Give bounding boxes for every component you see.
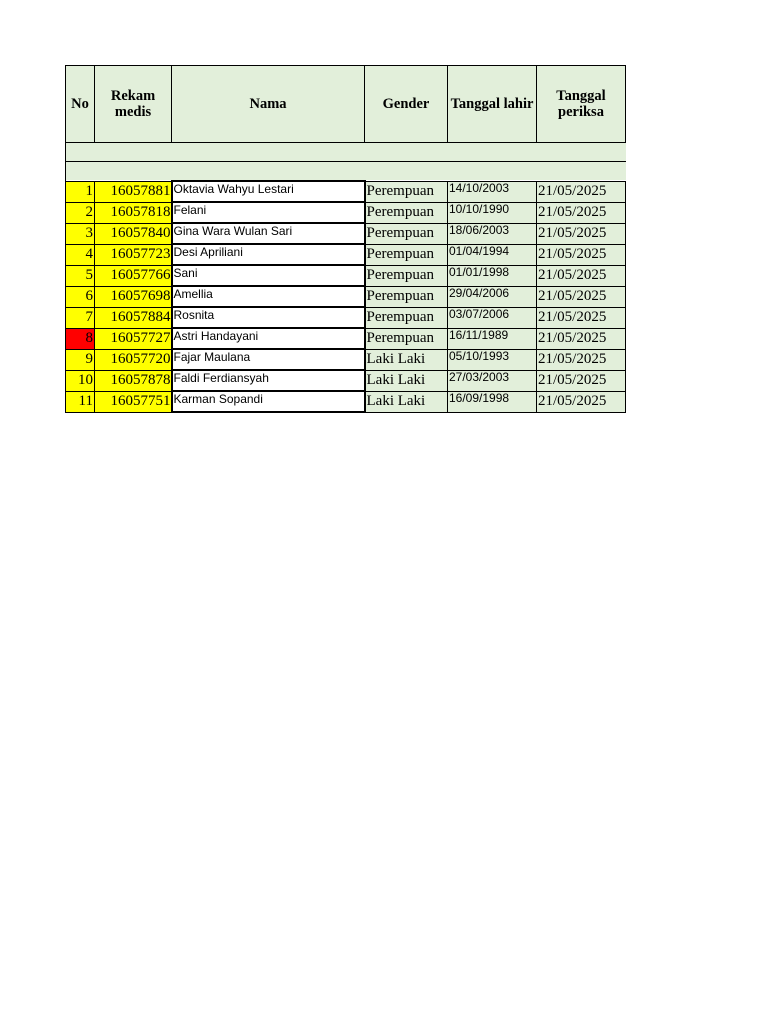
cell-tanggal-lahir[interactable]: 10/10/1990 [448,202,537,223]
cell-no[interactable]: 1 [66,181,95,202]
cell-tanggal-lahir[interactable]: 18/06/2003 [448,223,537,244]
cell-gender[interactable]: Perempuan [365,265,448,286]
cell-tanggal-lahir[interactable]: 01/01/1998 [448,265,537,286]
cell-tanggal-periksa[interactable]: 21/05/2025 [537,286,626,307]
cell-no[interactable]: 8 [66,328,95,349]
cell-no[interactable]: 6 [66,286,95,307]
cell-rekam-medis[interactable]: 16057840 [95,223,172,244]
cell-no[interactable]: 7 [66,307,95,328]
cell-rekam-medis[interactable]: 16057766 [95,265,172,286]
cell-tanggal-lahir[interactable]: 29/04/2006 [448,286,537,307]
cell-gender[interactable]: Perempuan [365,202,448,223]
table-row [66,307,626,328]
table-row [66,181,626,202]
cell-nama[interactable]: Amellia [172,286,365,307]
cell-rekam-medis[interactable]: 16057698 [95,286,172,307]
table-row [66,244,626,265]
cell-tanggal-lahir[interactable]: 27/03/2003 [448,370,537,391]
spacer-row [66,143,626,162]
cell-tanggal-lahir[interactable]: 01/04/1994 [448,244,537,265]
cell-tanggal-lahir[interactable]: 03/07/2006 [448,307,537,328]
cell-gender[interactable]: Laki Laki [365,349,448,370]
cell-no[interactable]: 5 [66,265,95,286]
cell-rekam-medis[interactable]: 16057727 [95,328,172,349]
cell-tanggal-periksa[interactable]: 21/05/2025 [537,370,626,391]
cell-tanggal-periksa[interactable]: 21/05/2025 [537,307,626,328]
cell-nama[interactable]: Oktavia Wahyu Lestari [172,181,365,202]
cell-nama[interactable]: Desi Apriliani [172,244,365,265]
cell-rekam-medis[interactable]: 16057720 [95,349,172,370]
cell-tanggal-lahir[interactable]: 14/10/2003 [448,181,537,202]
cell-nama[interactable]: Karman Sopandi [172,391,365,412]
cell-tanggal-periksa[interactable]: 21/05/2025 [537,223,626,244]
cell-rekam-medis[interactable]: 16057723 [95,244,172,265]
cell-tanggal-periksa[interactable]: 21/05/2025 [537,202,626,223]
table-row [66,328,626,349]
cell-tanggal-periksa[interactable]: 21/05/2025 [537,265,626,286]
spacer-row [66,162,626,182]
cell-nama[interactable]: Rosnita [172,307,365,328]
cell-nama[interactable]: Fajar Maulana [172,349,365,370]
cell-no[interactable]: 2 [66,202,95,223]
cell-rekam-medis[interactable]: 16057878 [95,370,172,391]
cell-nama[interactable]: Faldi Ferdiansyah [172,370,365,391]
cell-tanggal-lahir[interactable]: 05/10/1993 [448,349,537,370]
cell-rekam-medis[interactable]: 16057881 [95,181,172,202]
cell-nama[interactable]: Felani [172,202,365,223]
header-tanggal-lahir: Tanggal lahir [448,66,537,143]
cell-gender[interactable]: Perempuan [365,181,448,202]
table-row [66,286,626,307]
header-row [66,66,626,143]
cell-gender[interactable]: Laki Laki [365,370,448,391]
table-row [66,391,626,412]
table-row [66,202,626,223]
cell-tanggal-periksa[interactable]: 21/05/2025 [537,244,626,265]
cell-tanggal-periksa[interactable]: 21/05/2025 [537,181,626,202]
header-nama: Nama [172,66,365,143]
spacer-cell [66,143,626,162]
header-tanggal-periksa: Tanggal periksa [537,66,626,143]
cell-no[interactable]: 4 [66,244,95,265]
cell-rekam-medis[interactable]: 16057751 [95,391,172,412]
cell-gender[interactable]: Perempuan [365,328,448,349]
cell-tanggal-periksa[interactable]: 21/05/2025 [537,349,626,370]
cell-gender[interactable]: Perempuan [365,307,448,328]
header-no: No [66,66,95,143]
cell-gender[interactable]: Laki Laki [365,391,448,412]
table-row [66,349,626,370]
table-row [66,370,626,391]
spacer-cell [66,162,626,182]
table-row [66,265,626,286]
cell-tanggal-lahir[interactable]: 16/09/1998 [448,391,537,412]
cell-nama[interactable]: Gina Wara Wulan Sari [172,223,365,244]
cell-no[interactable]: 9 [66,349,95,370]
header-gender: Gender [365,66,448,143]
cell-tanggal-lahir[interactable]: 16/11/1989 [448,328,537,349]
patient-table [65,65,626,413]
cell-gender[interactable]: Perempuan [365,223,448,244]
cell-no[interactable]: 3 [66,223,95,244]
cell-tanggal-periksa[interactable]: 21/05/2025 [537,328,626,349]
header-rekam-medis: Rekam medis [95,66,172,143]
cell-gender[interactable]: Perempuan [365,244,448,265]
cell-rekam-medis[interactable]: 16057884 [95,307,172,328]
cell-nama[interactable]: Sani [172,265,365,286]
cell-tanggal-periksa[interactable]: 21/05/2025 [537,391,626,412]
cell-no[interactable]: 11 [66,391,95,412]
cell-no[interactable]: 10 [66,370,95,391]
cell-nama[interactable]: Astri Handayani [172,328,365,349]
table-row [66,223,626,244]
cell-rekam-medis[interactable]: 16057818 [95,202,172,223]
cell-gender[interactable]: Perempuan [365,286,448,307]
